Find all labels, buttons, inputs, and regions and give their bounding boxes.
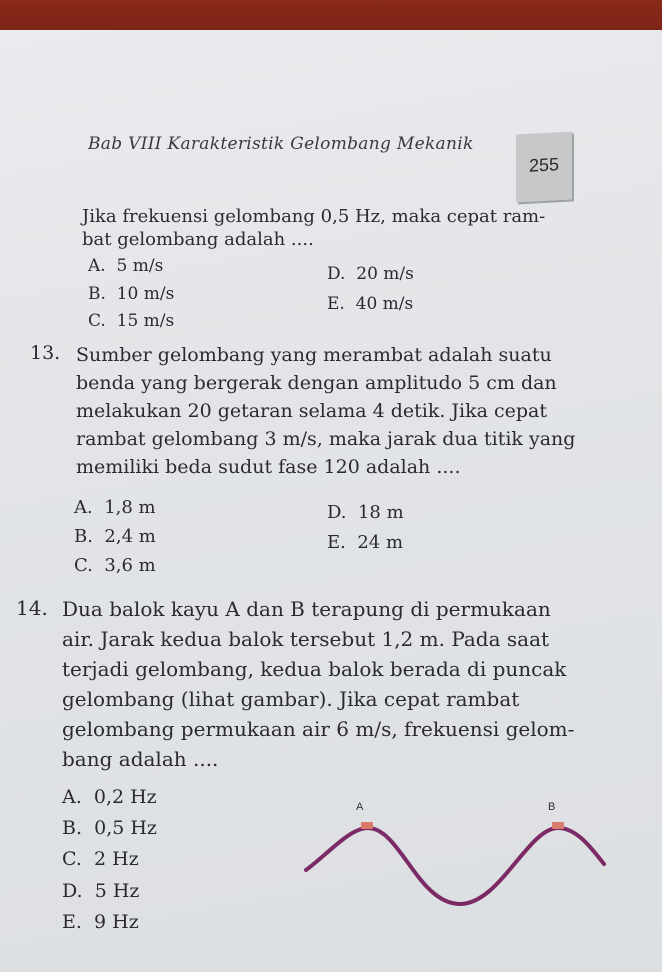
option-text: 10 m/s	[116, 284, 175, 304]
q13-line-3: melakukan 20 getaran selama 4 detik. Jika cepat	[76, 400, 548, 422]
option-text: 0,2 Hz	[93, 786, 157, 808]
running-title: Bab VIII Karakteristik Gelombang Mekanik	[88, 134, 474, 154]
option-text: 40 m/s	[355, 294, 414, 314]
label-b: B	[548, 801, 556, 813]
label-a: A	[356, 801, 364, 813]
option-label: C.	[88, 311, 106, 331]
q13-number: 13.	[30, 342, 61, 364]
q13-line-1: Sumber gelombang yang merambat adalah suatu	[76, 344, 552, 366]
block-b	[552, 822, 564, 829]
wave-curve	[306, 828, 604, 904]
option-label: A.	[88, 256, 106, 276]
option-text: 3,6 m	[104, 555, 156, 576]
option-label: E.	[327, 532, 346, 553]
option-label: C.	[62, 848, 82, 870]
option-text: 5 m/s	[116, 256, 164, 276]
q13-option-e	[327, 532, 403, 553]
q14-option-e	[62, 911, 139, 933]
page-number-tab	[516, 132, 572, 203]
q13-option-b	[74, 526, 156, 547]
option-text: 1,8 m	[104, 497, 156, 518]
q14-option-d	[62, 880, 139, 902]
wave-figure	[300, 801, 620, 934]
q12-line-1: Jika frekuensi gelombang 0,5 Hz, maka cepat ram-	[82, 206, 546, 227]
option-label: E.	[327, 294, 345, 314]
option-label: A.	[62, 786, 82, 808]
q14-line-3: terjadi gelombang, kedua balok berada di puncak	[62, 657, 567, 681]
q14-option-b	[62, 817, 157, 839]
q12-option-a	[88, 256, 163, 276]
q14-line-2: air. Jarak kedua balok tersebut 1,2 m. Pada saat	[62, 627, 550, 651]
option-text: 2,4 m	[104, 526, 156, 547]
q13-line-4: rambat gelombang 3 m/s, maka jarak dua titik yang	[76, 428, 576, 450]
option-text: 5 Hz	[94, 880, 140, 902]
q14-line-1: Dua balok kayu A dan B terapung di permukaan	[62, 597, 551, 621]
option-label: A.	[74, 497, 93, 518]
q13-line-5: memiliki beda sudut fase 120 adalah ....	[76, 456, 461, 478]
q12-line-2: bat gelombang adalah ....	[82, 229, 314, 250]
option-text: 2 Hz	[94, 848, 139, 870]
option-label: B.	[74, 526, 93, 547]
q12-option-d	[327, 264, 414, 284]
option-text: 24 m	[357, 532, 404, 553]
option-text: 15 m/s	[116, 311, 175, 331]
option-text: 20 m/s	[356, 264, 414, 284]
q14-option-c	[62, 848, 139, 870]
page-number: 255	[528, 154, 560, 176]
q13-option-a	[74, 497, 156, 518]
option-text: 9 Hz	[94, 911, 139, 933]
textbook-page	[0, 30, 662, 972]
q13-option-d	[327, 502, 404, 523]
q13-option-c	[74, 555, 156, 576]
option-label: C.	[74, 555, 93, 576]
option-label: B.	[88, 284, 106, 304]
q14-option-a	[62, 786, 157, 808]
option-label: D.	[327, 264, 346, 284]
q14-line-6: bang adalah ....	[62, 747, 219, 771]
option-label: D.	[62, 880, 83, 902]
q13-line-2: benda yang bergerak dengan amplitudo 5 cm dan	[76, 372, 557, 394]
option-label: D.	[327, 502, 347, 523]
block-a	[361, 822, 373, 829]
option-text: 0,5 Hz	[94, 817, 157, 839]
option-label: E.	[62, 911, 82, 933]
q12-option-e	[327, 294, 413, 314]
q14-line-5: gelombang permukaan air 6 m/s, frekuensi gelom-	[62, 717, 575, 741]
q12-option-c	[88, 311, 174, 331]
option-text: 18 m	[357, 502, 404, 523]
q12-option-b	[88, 284, 174, 304]
option-label: B.	[62, 817, 83, 839]
q14-number: 14.	[16, 596, 48, 620]
q14-line-4: gelombang (lihat gambar). Jika cepat rambat	[62, 687, 520, 711]
